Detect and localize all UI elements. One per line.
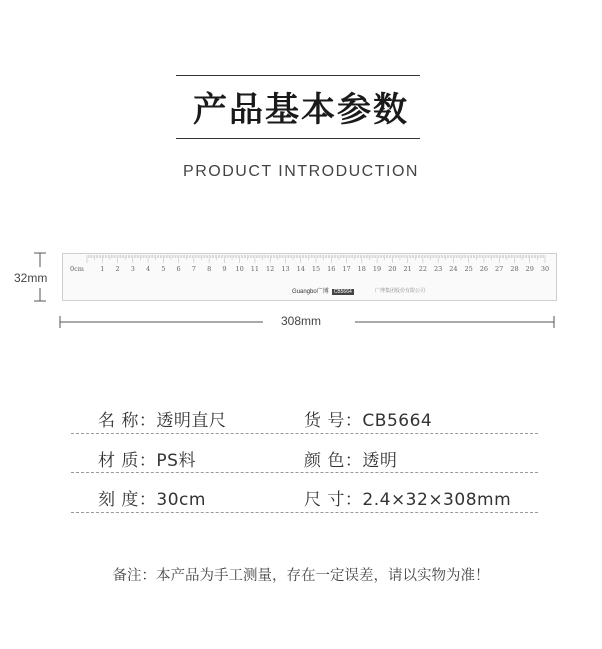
ruler-image <box>62 253 557 301</box>
ruler-tick-label: 23 <box>433 265 443 273</box>
ruler-tick-label: 30 <box>540 265 550 273</box>
spec-value: PS料 <box>156 451 196 471</box>
ruler-tick-label: 21 <box>403 265 412 273</box>
ruler-tick-label: 25 <box>464 265 473 273</box>
spec-value: CB5664 <box>362 411 433 431</box>
title-bottom-line <box>176 138 420 139</box>
spec-label: 货 号： <box>304 411 363 431</box>
spec-row <box>0 446 602 486</box>
ruler-tick-label: 19 <box>372 265 382 273</box>
spec-value: 30cm <box>156 490 206 510</box>
ruler-tick-label: 14 <box>296 265 305 273</box>
spec-label: 尺 寸： <box>304 490 363 510</box>
ruler-brand: Guangbo广博 <box>292 289 329 295</box>
spec-value: 透明直尺 <box>156 411 227 431</box>
spec-label: 材 质： <box>98 451 157 471</box>
ruler-tick-label: 17 <box>342 265 351 273</box>
ruler-tick-label: 12 <box>266 265 275 273</box>
spec-row <box>0 485 602 525</box>
ruler-brand-logo <box>292 286 354 295</box>
ruler-tick-label: 24 <box>449 265 458 273</box>
spec-row <box>0 406 602 446</box>
height-dimension-label: 32mm <box>14 271 48 285</box>
ruler-tick-label: 2 <box>115 265 120 273</box>
ruler-tick-label: 7 <box>191 265 196 273</box>
ruler-tick-label: 13 <box>281 265 290 273</box>
ruler-tick-label: 3 <box>130 265 135 273</box>
ruler-tick-label: 27 <box>495 265 504 273</box>
spec-label: 名 称： <box>98 411 157 431</box>
ruler-tick-label: 29 <box>525 265 534 273</box>
ruler-tick-label: 11 <box>250 265 260 273</box>
page-subtitle: PRODUCT INTRODUCTION <box>183 163 419 180</box>
ruler-tick-label: 15 <box>311 265 321 273</box>
disclaimer-note: 备注：本产品为手工测量，存在一定误差，请以实物为准！ <box>112 568 490 584</box>
ruler-tick-label: 5 <box>161 265 166 273</box>
spec-value: 透明 <box>362 451 398 471</box>
page-title: 产品基本参数 <box>193 90 409 130</box>
spec-divider <box>71 512 538 513</box>
ruler-tick-label: 28 <box>510 265 519 273</box>
spec-label: 刻 度： <box>98 490 157 510</box>
width-dimension-label: 308mm <box>280 314 321 328</box>
ruler-tick-label: 6 <box>176 265 181 273</box>
spec-item-sku <box>304 406 432 431</box>
spec-label: 颜 色： <box>304 451 363 471</box>
spec-value: 2.4×32×308mm <box>362 490 512 510</box>
ruler-tick-label: 4 <box>145 265 151 273</box>
ruler-tick-label: 0cm <box>70 265 84 273</box>
spec-item-material <box>98 446 196 471</box>
spec-item-name <box>98 406 226 431</box>
ruler-tick-label: 20 <box>388 265 397 273</box>
ruler-tick-label: 16 <box>327 265 336 273</box>
ruler-company: 广博集团股份有限公司 <box>375 288 426 294</box>
ruler-tick-label: 22 <box>418 265 428 273</box>
spec-item-color <box>304 446 397 471</box>
ruler-tick-label: 26 <box>479 265 489 273</box>
ruler-tick-label: 9 <box>222 265 227 273</box>
title-top-line <box>176 75 420 76</box>
spec-item-scale <box>98 485 206 510</box>
ruler-tick-label: 8 <box>207 265 212 273</box>
spec-item-size <box>304 485 511 510</box>
ruler-tick-label: 10 <box>235 265 244 273</box>
ruler-model-chip: CB5664 <box>333 289 352 295</box>
ruler-tick-label: 18 <box>357 265 366 273</box>
ruler-tick-label: 1 <box>100 265 105 273</box>
spec-divider <box>71 433 538 434</box>
spec-divider <box>71 472 538 473</box>
